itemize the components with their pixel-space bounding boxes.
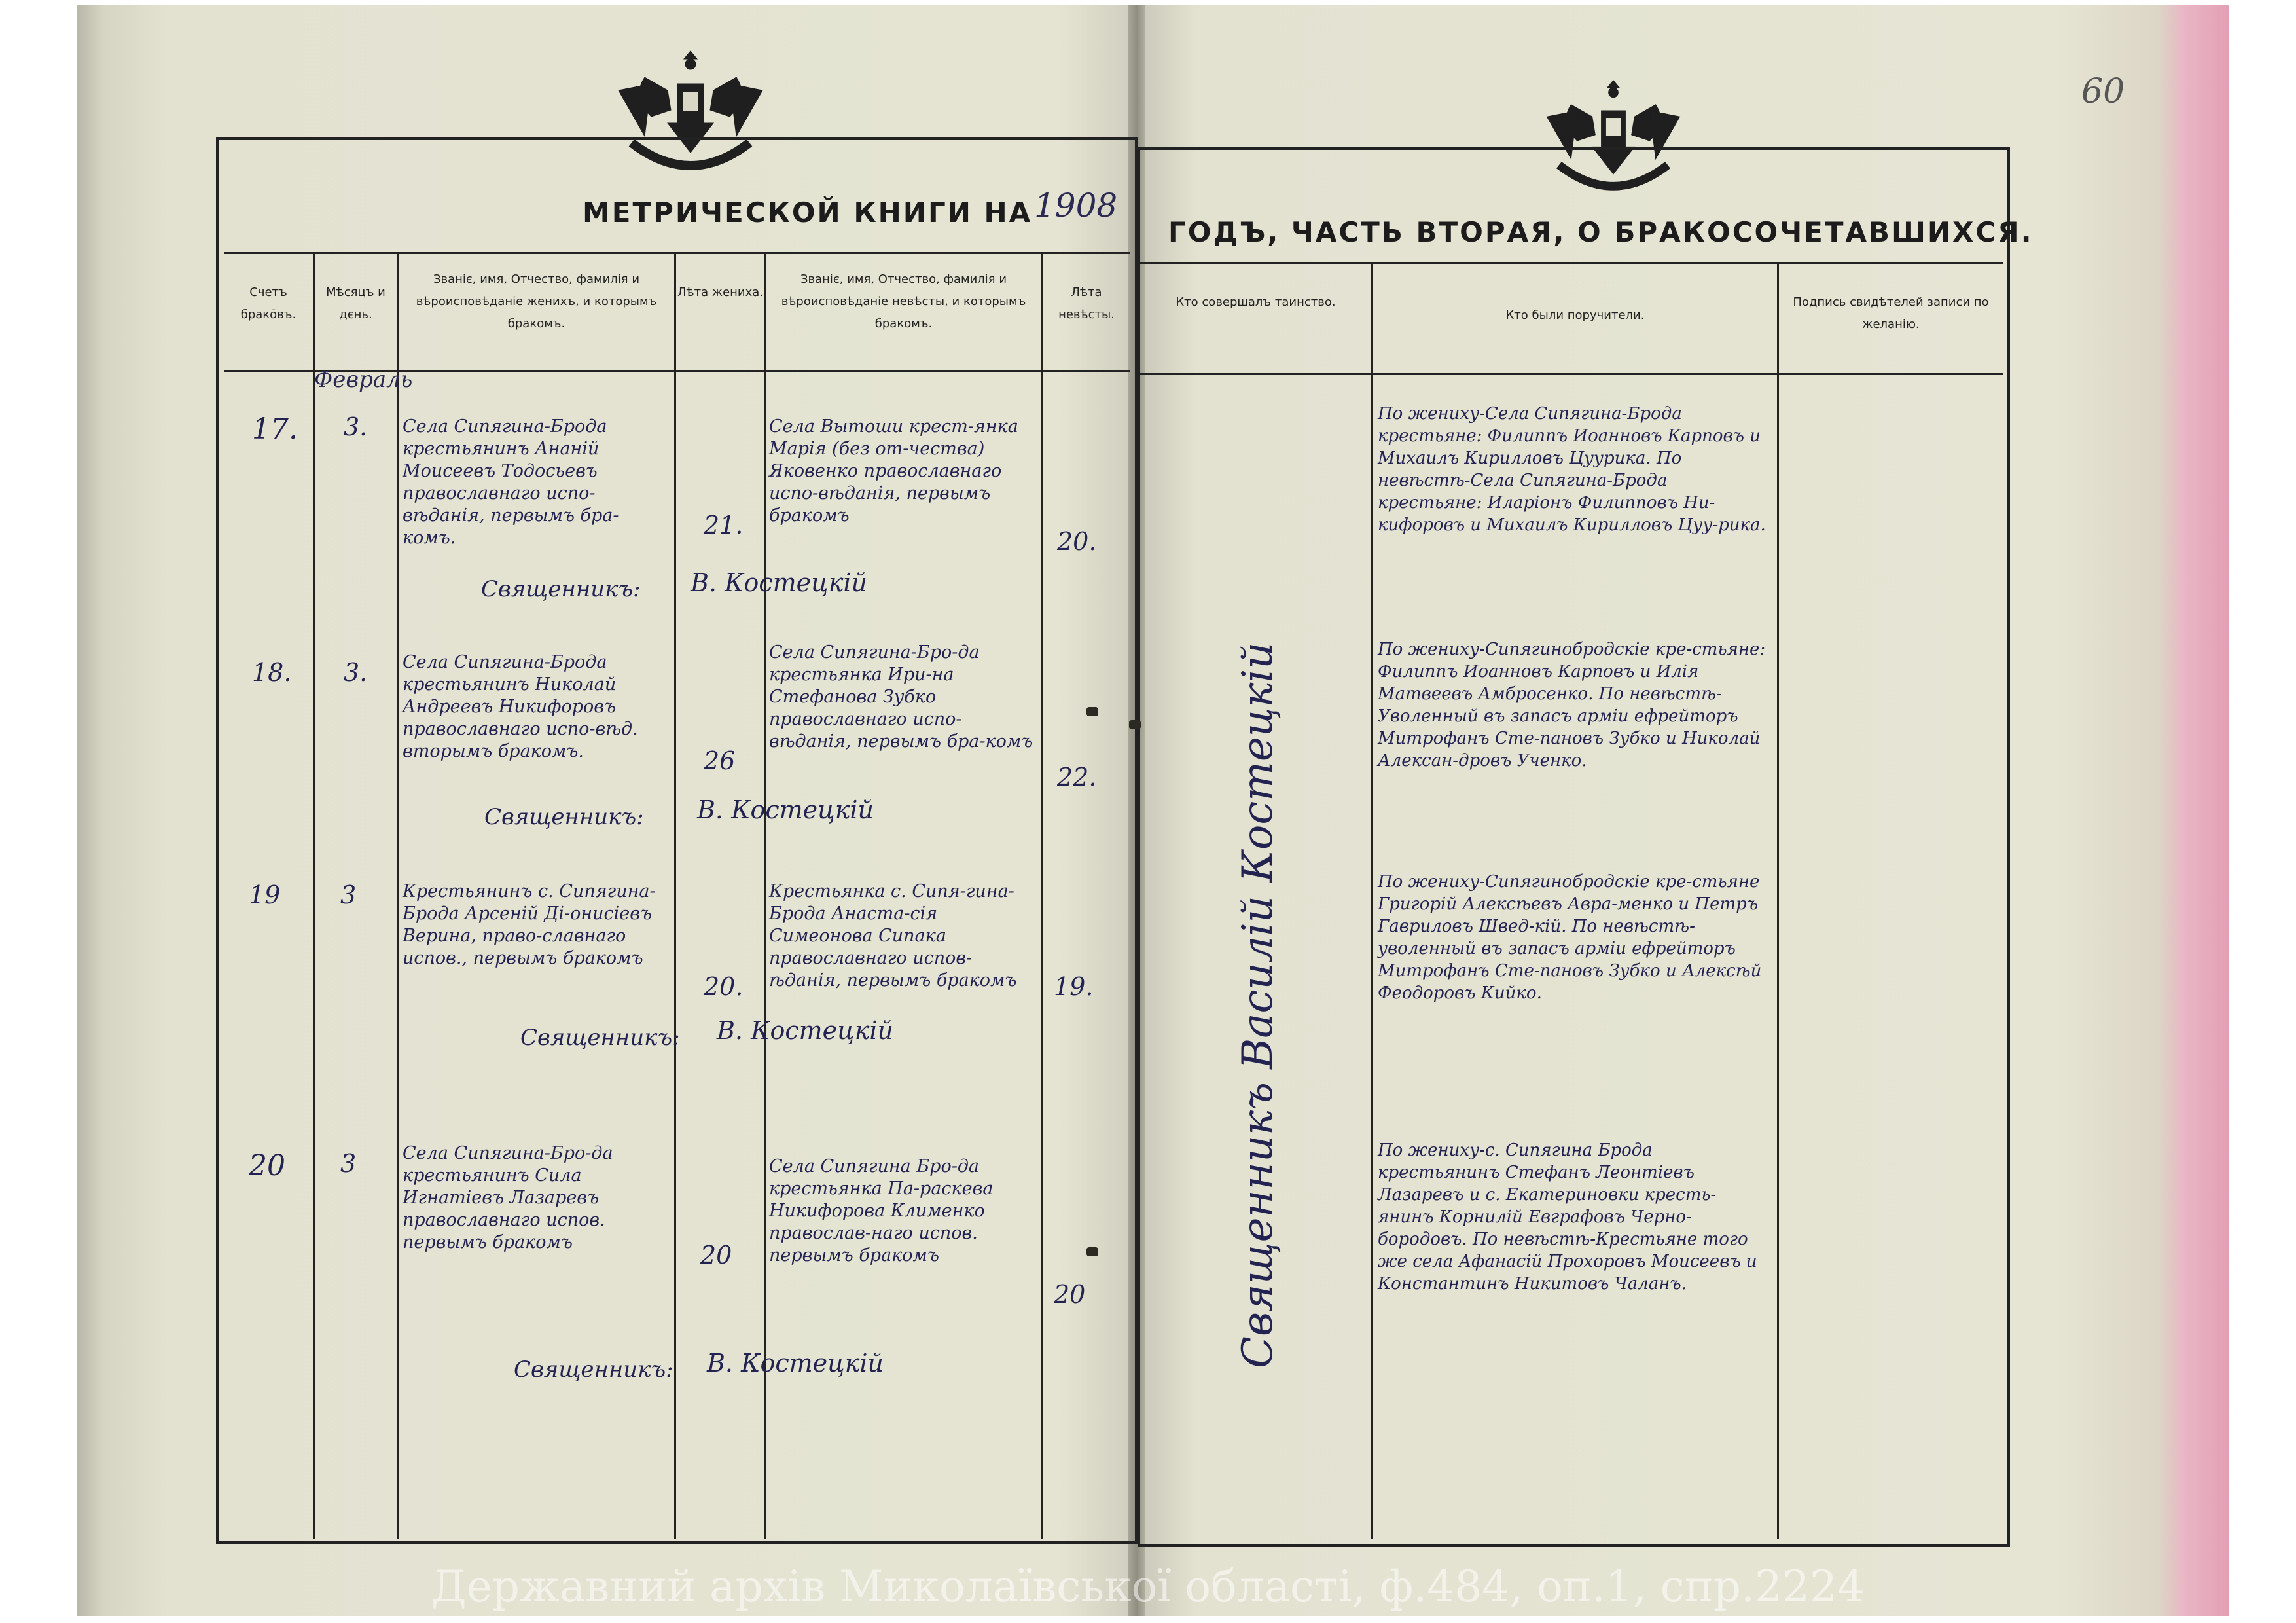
col-divider <box>1777 262 1779 1539</box>
groom-age: 20. <box>704 972 744 1001</box>
right-page-title: ГОДЪ, ЧАСТЬ ВТОРАЯ, О БРАКОСОЧЕТАВШИХСЯ. <box>1168 216 2034 248</box>
entry-number: 19 <box>249 881 281 909</box>
left-page-title: МЕТРИЧЕСКОЙ КНИГИ НА <box>583 196 1033 228</box>
groom-record: Крестьянинъ с. Сипягина-Брода Арсеній Ді-онисіевъ Верина, право-славнаго испов., первымъ бракомъ <box>403 881 656 968</box>
bride-record: Села Вытоши крест-янка Марія (без от-чества) Яковенко православнаго испо-вѣданія, первымъ бракомъ <box>769 416 1018 526</box>
groom-record: Села Сипягина-Брода крестьянинъ Ананій Моисеевъ Тодосьевъ православнаго испо-вѣданія, первымъ бра-комъ. <box>403 416 619 548</box>
guarantors-record: По жениху-с. Сипягина Брода крестьянинъ Стефанъ Леонтіевъ Лазаревъ и с. Екатериновки кресть-янинъ Корнилій Евграфовъ Черно-бородовъ. По невѣстѣ-Крестьяне того же села Афанасій Прохоровъ Моисеевъ и Константинъ Никитовъ Чаланъ. <box>1378 1140 1757 1294</box>
entry-day: 3 <box>340 881 357 909</box>
left-table-frame <box>216 137 1138 1544</box>
col-divider <box>313 252 315 1539</box>
priest-signature: В. Костецкій <box>707 1349 884 1377</box>
col-header-witness-signatures: Подпись свидѣтелей записи по желанію. <box>1793 295 1989 331</box>
guarantors-record: По жениху-Сипягинобродскіе кре-стьяне: Филиппъ Иоанновъ Карповъ и Илія Матвеевъ Амбросенко. По невѣстѣ-Уволенный въ запасъ арміи ефрейторъ Митрофанъ Сте-пановъ Зубко и Николай Алексан-дровъ Ученко. <box>1378 640 1766 771</box>
archive-watermark: Державний архів Миколаївської області, ф.484, оп.1, спр.2224 <box>431 1561 1865 1612</box>
month-label: Февраль <box>314 367 413 393</box>
groom-age: 26 <box>704 746 736 775</box>
right-header-bottom-rule <box>1140 373 2003 375</box>
col-divider <box>1041 252 1043 1539</box>
officiant-vertical-inscription: Священникъ Василій Костецкій <box>1234 642 1282 1368</box>
right-header-top-rule <box>1140 262 2003 264</box>
col-divider <box>397 252 399 1539</box>
left-header-top-rule <box>224 252 1130 254</box>
priest-signature: В. Костецкій <box>697 795 874 824</box>
bride-record: Села Сипягина Бро-да крестьянка Па-раскева Никифорова Клименко православ-наго испов. первымъ бракомъ <box>769 1156 994 1266</box>
priest-label: Священникъ: <box>514 1357 673 1383</box>
bride-record: Крестьянка с. Сипя-гина-Брода Анаста-сія Симеонова Сипака православнаго испов-ѣданія, первымъ бракомъ <box>769 881 1017 991</box>
page-number: 60 <box>2081 72 2125 111</box>
entry-number: 18. <box>252 658 292 687</box>
col-divider <box>1371 262 1373 1539</box>
entry-day: 3 <box>340 1149 357 1178</box>
col-header-guarantors: Кто были поручители. <box>1505 308 1645 322</box>
entry-number: 17. <box>252 412 298 446</box>
col-header-groom: Званіє, имя, Отчество, фамилія и вѣроисповѣданіе женихъ, и которымъ бракомъ. <box>416 272 657 331</box>
col-header-bride-age: Лѣта невѣсты. <box>1058 285 1115 321</box>
priest-label: Священникъ: <box>481 576 641 602</box>
col-header-groom-age: Лѣта жениха. <box>677 285 764 299</box>
col-header-marriage-no: Счетъ бракōвъ. <box>240 285 296 321</box>
bride-age: 20. <box>1057 527 1097 556</box>
groom-record: Села Сипягина-Брода крестьянинъ Николай Андреевъ Никифоровъ православнаго испо-вѣд. вторымъ бракомъ. <box>403 652 638 761</box>
bride-age: 19. <box>1054 972 1094 1001</box>
bride-age: 22. <box>1057 763 1097 792</box>
groom-age: 20 <box>700 1241 732 1269</box>
binding-hole <box>1086 707 1098 716</box>
year-handwritten: 1908 <box>1034 187 1118 225</box>
bride-age: 20 <box>1054 1280 1086 1309</box>
priest-label: Священникъ: <box>520 1025 680 1051</box>
entry-day: 3. <box>344 658 368 687</box>
priest-signature: В. Костецкій <box>717 1016 894 1045</box>
groom-age: 21. <box>704 511 744 539</box>
entry-day: 3. <box>344 412 368 441</box>
entry-number: 20 <box>249 1149 285 1182</box>
col-divider <box>764 252 766 1539</box>
col-header-bride: Званіє, имя, Отчество, фамилія и вѣроисповѣданіе невѣсты, и которымъ бракомъ. <box>781 272 1026 331</box>
guarantors-record: По жениху-Сипягинобродскіе кре-стьяне Григорій Алексѣевъ Авра-менко и Петръ Гавриловъ Швед-кій. По невѣстѣ-уволенный въ запасъ арміи ефрейторъ Митрофанъ Сте-пановъ Зубко и Алексѣй Феодоровъ Кийко. <box>1378 872 1762 1003</box>
col-header-month-day: Мѣсяцъ и дєнь. <box>326 285 386 321</box>
col-header-officiant: Кто совершалъ таинство. <box>1175 295 1336 309</box>
priest-label: Священникъ: <box>484 804 644 830</box>
priest-signature: В. Костецкій <box>691 568 868 597</box>
guarantors-record: По жениху-Села Сипягина-Брода крестьяне: Филиппъ Иоанновъ Карповъ и Михаилъ Кирилловъ Цуурика. По невѣстѣ-Села Сипягина-Брода крестьяне: Иларіонъ Филипповъ Ни-кифоровъ и Михаилъ Кирилловъ Цуу-рика. <box>1378 404 1766 535</box>
binding-hole <box>1086 1247 1098 1256</box>
groom-record: Села Сипягина-Бро-да крестьянинъ Сила Игнатіевъ Лазаревъ православнаго испов. первымъ бракомъ <box>403 1143 613 1252</box>
binding-hole <box>1129 720 1141 729</box>
bride-record: Села Сипягина-Бро-да крестьянка Ири-на Стефанова Зубко православнаго испо-вѣданія, первымъ бра-комъ <box>769 642 1033 752</box>
col-divider <box>674 252 676 1539</box>
